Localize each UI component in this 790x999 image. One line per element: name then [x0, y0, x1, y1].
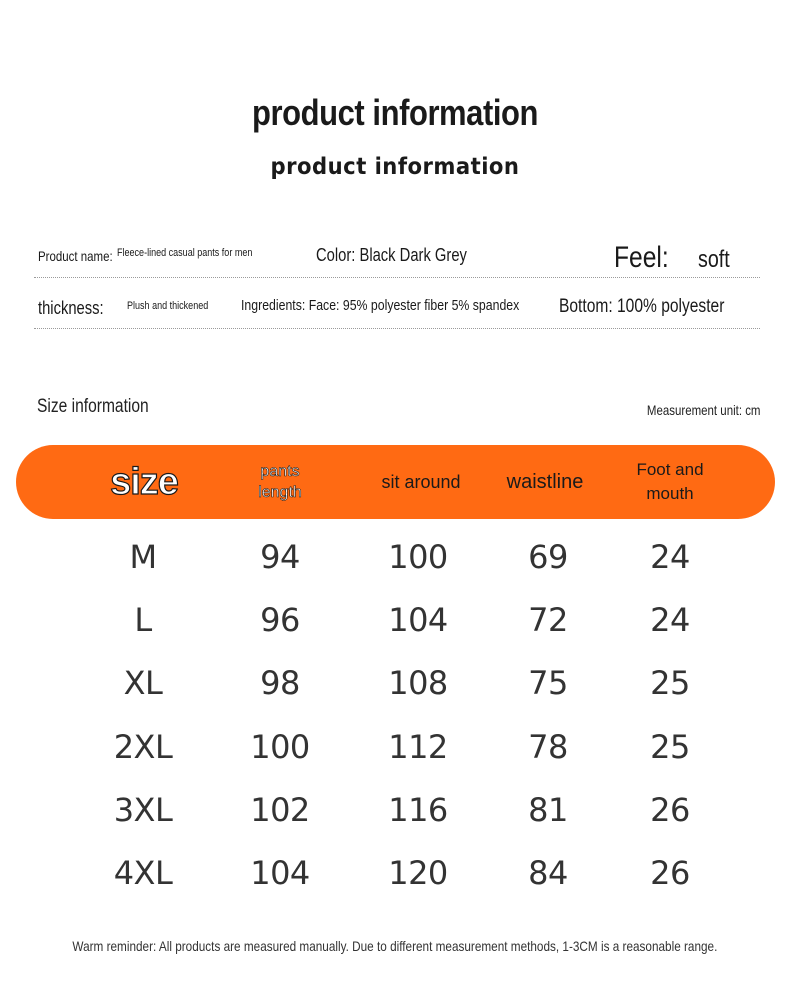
cell-waistline: 72	[528, 601, 568, 640]
ingredients-text: Ingredients: Face: 95% polyester fiber 5% spandex	[241, 297, 520, 314]
header-pants-length: pants length	[258, 463, 302, 501]
page-subtitle: product information	[270, 154, 520, 180]
cell-pants-length: 102	[250, 790, 310, 829]
cell-waistline: 84	[528, 854, 568, 892]
cell-size: 4XL	[113, 854, 173, 892]
product-name-label: Product name:	[38, 248, 113, 264]
size-table-header	[16, 445, 775, 519]
page-title: product information	[252, 92, 538, 133]
cell-waistline: 78	[528, 727, 568, 766]
cell-sit-around: 104	[388, 601, 448, 640]
cell-waistline: 81	[528, 790, 568, 829]
warm-reminder-note: Warm reminder: All products are measured manually. Due to different measurement methods, 1-3CM is a reasonable range.	[72, 938, 718, 954]
cell-sit-around: 120	[388, 854, 448, 892]
cell-foot-and-mouth: 26	[650, 790, 690, 829]
table-row	[0, 532, 790, 582]
cell-size: M	[129, 538, 157, 576]
measurement-unit: Measurement unit: cm	[646, 402, 760, 418]
cell-foot-and-mouth: 26	[650, 854, 690, 892]
cell-sit-around: 112	[388, 727, 448, 766]
cell-sit-around: 108	[388, 664, 448, 703]
product-name-value: Fleece-lined casual pants for men	[117, 247, 253, 259]
table-row	[0, 848, 790, 898]
cell-foot-and-mouth: 24	[650, 538, 690, 576]
info-row-1	[34, 236, 760, 278]
cell-foot-and-mouth: 25	[650, 727, 690, 766]
cell-pants-length: 94	[260, 538, 300, 576]
header-sit-around: sit around	[381, 472, 461, 492]
cell-sit-around: 116	[388, 790, 448, 829]
feel-label: Feel:	[614, 241, 669, 274]
cell-size: 3XL	[113, 790, 173, 829]
header-foot-and-mouth: Foot and mouth	[636, 460, 704, 503]
cell-waistline: 75	[528, 664, 568, 703]
table-row	[0, 722, 790, 772]
table-row	[0, 658, 790, 708]
table-row	[0, 595, 790, 645]
cell-pants-length: 96	[260, 601, 300, 640]
cell-sit-around: 100	[388, 538, 448, 576]
bottom-text: Bottom: 100% polyester	[559, 296, 725, 317]
cell-size: XL	[123, 664, 163, 703]
header-waistline: waistline	[506, 471, 584, 493]
thickness-value: Plush and thickened	[127, 300, 209, 312]
cell-size: L	[134, 601, 152, 640]
size-information-heading: Size information	[37, 396, 149, 417]
cell-waistline: 69	[528, 538, 568, 576]
feel-value: soft	[698, 246, 730, 273]
color-text: Color: Black Dark Grey	[316, 245, 467, 265]
info-row-2	[34, 288, 760, 329]
header-size: size	[110, 460, 178, 503]
cell-foot-and-mouth: 25	[650, 664, 690, 703]
cell-pants-length: 100	[250, 727, 310, 766]
cell-pants-length: 98	[260, 664, 300, 703]
cell-size: 2XL	[113, 727, 173, 766]
thickness-label: thickness:	[38, 298, 104, 318]
table-row	[0, 785, 790, 835]
cell-foot-and-mouth: 24	[650, 601, 690, 640]
cell-pants-length: 104	[250, 854, 310, 892]
